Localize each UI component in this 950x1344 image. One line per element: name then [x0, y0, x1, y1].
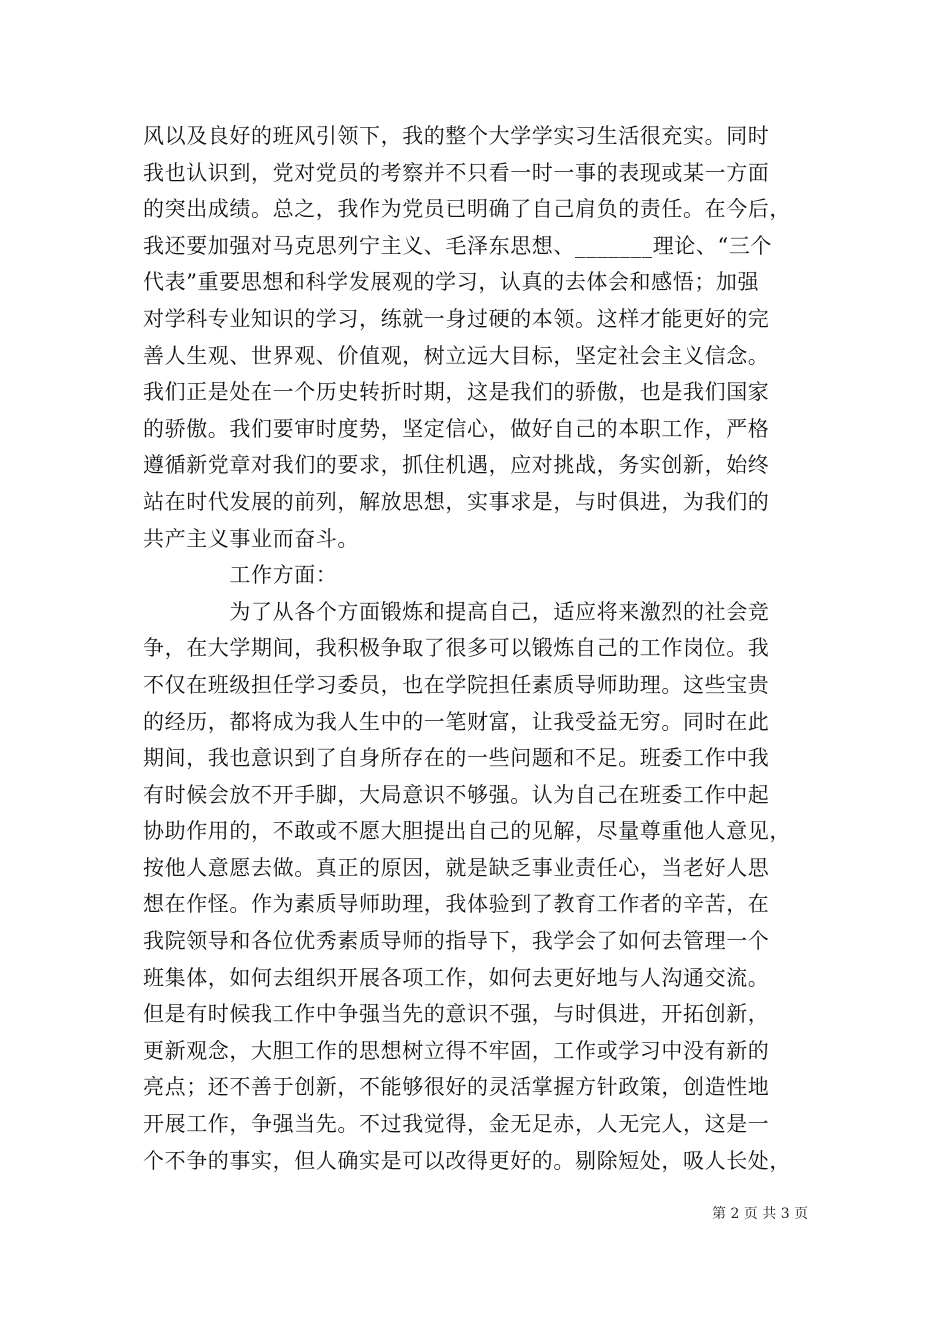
text-line: 为了从各个方面锻炼和提高自己，适应将来激烈的社会竞	[143, 599, 770, 624]
text-line: 我还要加强对马克思列宁主义、毛泽东思想、_______理论、“三个	[143, 233, 773, 258]
section-heading: 工作方面：	[143, 563, 338, 588]
text-line: 协助作用的，不敢或不愿大胆提出自己的见解，尽量尊重他人意见，	[143, 819, 791, 844]
text-line: 班集体，如何去组织开展各项工作，如何去更好地与人沟通交流。	[143, 965, 770, 990]
text-line: 遵循新党章对我们的要求，抓住机遇，应对挑战，务实创新，始终	[143, 453, 770, 478]
text-line: 我也认识到，党对党员的考察并不只看一时一事的表现或某一方面	[143, 160, 770, 185]
text-line: 站在时代发展的前列，解放思想，实事求是，与时俱进，为我们的	[143, 489, 770, 514]
body-text	[143, 118, 823, 1179]
text-line: 对学科专业知识的学习，练就一身过硬的本领。这样才能更好的完	[143, 306, 770, 331]
text-line: 善人生观、世界观、价值观，树立远大目标，坚定社会主义信念。	[143, 343, 770, 368]
page-footer: 第 2 页 共 3 页	[712, 1206, 809, 1222]
text-line: 按他人意愿去做。真正的原因，就是缺乏事业责任心，当老好人思	[143, 855, 770, 880]
text-line: 有时候会放不开手脚，大局意识不够强。认为自己在班委工作中起	[143, 782, 770, 807]
text-line: 亮点；还不善于创新，不能够很好的灵活掌握方针政策，创造性地	[143, 1075, 770, 1100]
text-line: 共产主义事业而奋斗。	[143, 526, 359, 551]
text-line: 个不争的事实，但人确实是可以改得更好的。剔除短处，吸人长处，	[143, 1148, 791, 1173]
text-line: 的经历，都将成为我人生中的一笔财富，让我受益无穷。同时在此	[143, 709, 770, 734]
text-line: 期间，我也意识到了自身所存在的一些问题和不足。班委工作中我	[143, 746, 770, 771]
text-line: 的骄傲。我们要审时度势，坚定信心，做好自己的本职工作，严格	[143, 416, 770, 441]
text-line: 但是有时候我工作中争强当先的意识不强，与时俱进，开拓创新，	[143, 1002, 770, 1027]
text-line: 争，在大学期间，我积极争取了很多可以锻炼自己的工作岗位。我	[143, 636, 770, 661]
text-line: 的突出成绩。总之，我作为党员已明确了自己肩负的责任。在今后，	[143, 197, 791, 222]
text-line: 风以及良好的班风引领下，我的整个大学学实习生活很充实。同时	[143, 124, 770, 148]
text-line: 我们正是处在一个历史转折时期，这是我们的骄傲，也是我们国家	[143, 380, 770, 405]
text-line: 开展工作，争强当先。不过我觉得，金无足赤，人无完人，这是一	[143, 1112, 770, 1137]
text-line: 我院领导和各位优秀素质导师的指导下，我学会了如何去管理一个	[143, 929, 770, 954]
text-line: 代表”重要思想和科学发展观的学习，认真的去体会和感悟；加强	[143, 270, 760, 295]
text-line: 更新观念，大胆工作的思想树立得不牢固，工作或学习中没有新的	[143, 1038, 770, 1063]
text-line: 想在作怪。作为素质导师助理，我体验到了教育工作者的辛苦，在	[143, 892, 770, 917]
text-line: 不仅在班级担任学习委员，也在学院担任素质导师助理。这些宝贵	[143, 672, 770, 697]
